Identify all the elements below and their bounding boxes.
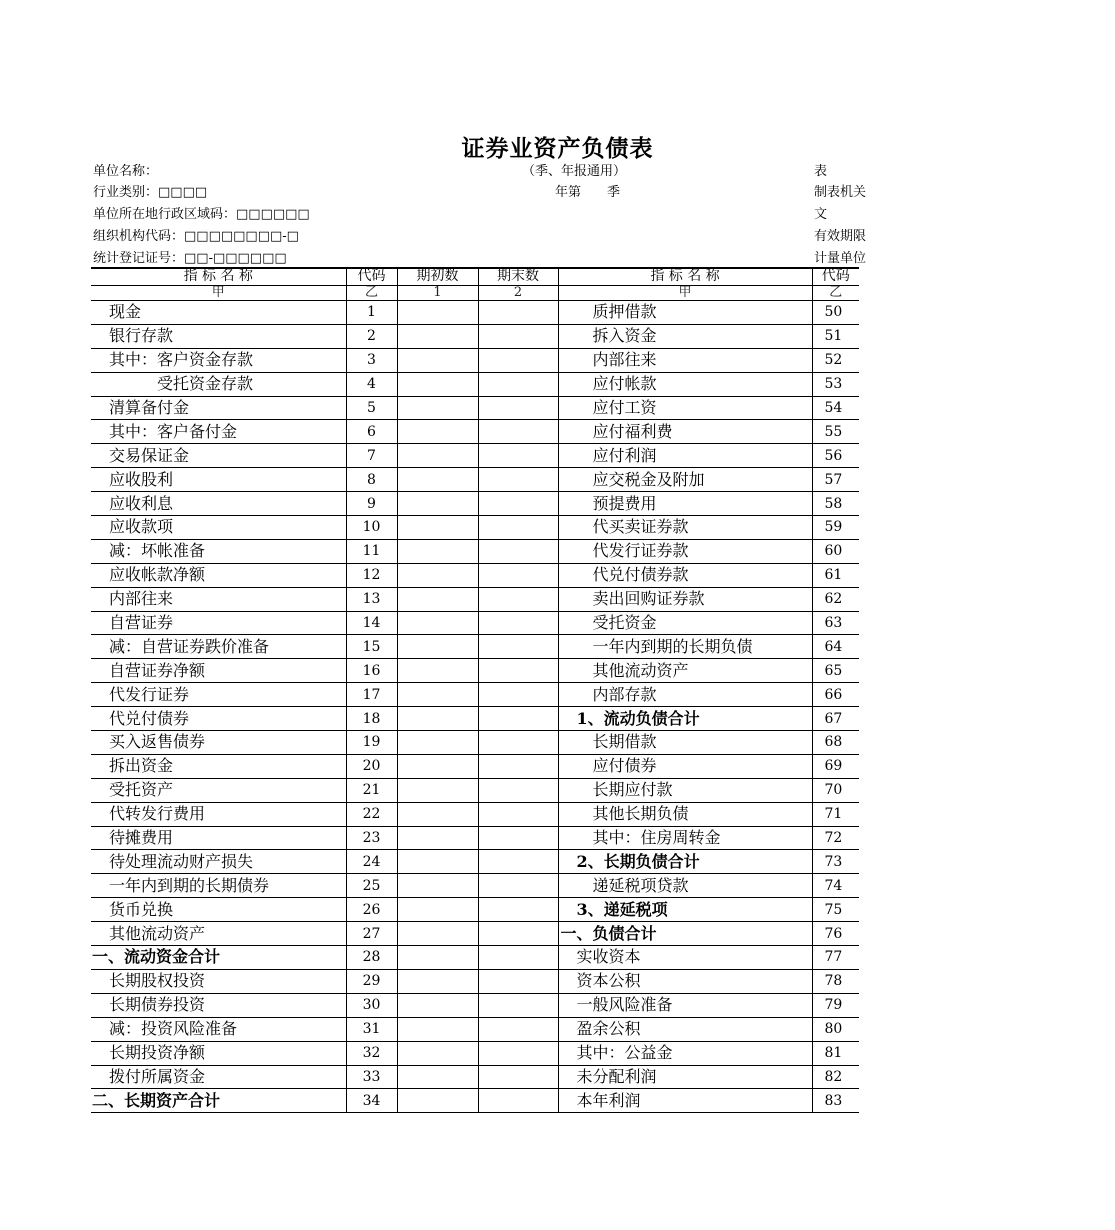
right-item-code: 82 bbox=[812, 1065, 859, 1089]
right-item-name: 预提费用 bbox=[558, 492, 812, 516]
opening-value[interactable] bbox=[397, 444, 478, 468]
opening-value[interactable] bbox=[397, 492, 478, 516]
table-row bbox=[91, 874, 859, 898]
left-item-code: 9 bbox=[346, 492, 397, 516]
left-item-name: 自营证券净额 bbox=[91, 659, 346, 683]
left-item-name: 拆出资金 bbox=[91, 754, 346, 778]
opening-value[interactable] bbox=[397, 587, 478, 611]
left-item-name: 减：自营证券跌价准备 bbox=[91, 635, 346, 659]
right-label-form: 表 bbox=[814, 164, 854, 179]
table-row bbox=[91, 1089, 859, 1113]
table-row bbox=[91, 731, 859, 755]
closing-value[interactable] bbox=[478, 1065, 558, 1089]
left-item-code: 32 bbox=[346, 1041, 397, 1065]
left-item-code: 33 bbox=[346, 1065, 397, 1089]
opening-value[interactable] bbox=[397, 659, 478, 683]
opening-value[interactable] bbox=[397, 754, 478, 778]
right-item-name: 其他长期负债 bbox=[558, 802, 812, 826]
closing-value[interactable] bbox=[478, 1041, 558, 1065]
left-item-name: 内部往来 bbox=[91, 587, 346, 611]
left-item-name: 长期股权投资 bbox=[91, 969, 346, 993]
right-item-name: 其中：住房周转金 bbox=[558, 826, 812, 850]
opening-value[interactable] bbox=[397, 301, 478, 325]
subheader-2: 2 bbox=[478, 286, 558, 301]
opening-value[interactable] bbox=[397, 778, 478, 802]
right-item-name: 应交税金及附加 bbox=[558, 468, 812, 492]
left-item-name: 买入返售债券 bbox=[91, 731, 346, 755]
left-item-name: 代发行证券 bbox=[91, 683, 346, 707]
opening-value[interactable] bbox=[397, 1089, 478, 1113]
right-item-name: 代买卖证券款 bbox=[558, 516, 812, 540]
unit-name-label: 单位名称： bbox=[93, 164, 159, 179]
left-item-code: 18 bbox=[346, 707, 397, 731]
closing-value[interactable] bbox=[478, 635, 558, 659]
right-item-name: 应付利润 bbox=[558, 444, 812, 468]
left-item-code: 26 bbox=[346, 898, 397, 922]
opening-value[interactable] bbox=[397, 348, 478, 372]
opening-value[interactable] bbox=[397, 611, 478, 635]
left-item-code: 34 bbox=[346, 1089, 397, 1113]
table-row bbox=[91, 1017, 859, 1041]
left-item-name: 受托资金存款 bbox=[91, 372, 346, 396]
right-item-name: 内部往来 bbox=[558, 348, 812, 372]
org-code-label: 组织机构代码：□□□□□□□□-□ bbox=[93, 229, 299, 244]
right-item-code: 54 bbox=[812, 396, 859, 420]
left-item-name: 代转发行费用 bbox=[91, 802, 346, 826]
period-label: 年第 季 bbox=[555, 185, 621, 200]
left-item-name: 货币兑换 bbox=[91, 898, 346, 922]
table-body bbox=[91, 301, 859, 1113]
left-item-name: 应收帐款净额 bbox=[91, 563, 346, 587]
table-row bbox=[91, 516, 859, 540]
closing-value[interactable] bbox=[478, 922, 558, 946]
right-item-code: 66 bbox=[812, 683, 859, 707]
page-title: 证券业资产负债表 bbox=[461, 135, 654, 162]
left-item-code: 28 bbox=[346, 946, 397, 970]
opening-value[interactable] bbox=[397, 707, 478, 731]
left-item-code: 15 bbox=[346, 635, 397, 659]
table-row bbox=[91, 922, 859, 946]
table-row bbox=[91, 898, 859, 922]
left-item-name: 代兑付债券 bbox=[91, 707, 346, 731]
right-item-code: 51 bbox=[812, 324, 859, 348]
right-item-code: 70 bbox=[812, 778, 859, 802]
right-item-name: 代发行证券款 bbox=[558, 539, 812, 563]
right-item-name: 代兑付债券款 bbox=[558, 563, 812, 587]
subheader-1: 1 bbox=[397, 286, 478, 301]
table-row bbox=[91, 301, 859, 325]
table-row bbox=[91, 778, 859, 802]
right-label-validity: 有效期限 bbox=[814, 229, 867, 244]
right-item-name: 3、递延税项 bbox=[558, 898, 812, 922]
left-item-name: 交易保证金 bbox=[91, 444, 346, 468]
left-item-name: 二、长期资产合计 bbox=[91, 1089, 346, 1113]
left-item-code: 19 bbox=[346, 731, 397, 755]
col-header-code-right: 代码 bbox=[812, 268, 859, 286]
right-item-code: 76 bbox=[812, 922, 859, 946]
right-item-name: 受托资金 bbox=[558, 611, 812, 635]
left-item-name: 一年内到期的长期债券 bbox=[91, 874, 346, 898]
closing-value[interactable] bbox=[478, 898, 558, 922]
right-item-name: 其中：公益金 bbox=[558, 1041, 812, 1065]
opening-value[interactable] bbox=[397, 898, 478, 922]
table-row bbox=[91, 563, 859, 587]
opening-value[interactable] bbox=[397, 874, 478, 898]
closing-value[interactable] bbox=[478, 754, 558, 778]
right-item-code: 77 bbox=[812, 946, 859, 970]
right-item-name: 一、负债合计 bbox=[558, 922, 812, 946]
closing-value[interactable] bbox=[478, 850, 558, 874]
left-item-name: 其中：客户资金存款 bbox=[91, 348, 346, 372]
closing-value[interactable] bbox=[478, 659, 558, 683]
closing-value[interactable] bbox=[478, 1017, 558, 1041]
opening-value[interactable] bbox=[397, 1041, 478, 1065]
closing-value[interactable] bbox=[478, 420, 558, 444]
right-item-name: 一年内到期的长期负债 bbox=[558, 635, 812, 659]
right-label-unit: 计量单位 bbox=[814, 251, 867, 266]
closing-value[interactable] bbox=[478, 826, 558, 850]
col-header-closing: 期末数 bbox=[478, 268, 558, 286]
right-item-name: 内部存款 bbox=[558, 683, 812, 707]
table-row bbox=[91, 659, 859, 683]
right-item-code: 68 bbox=[812, 731, 859, 755]
right-item-code: 57 bbox=[812, 468, 859, 492]
opening-value[interactable] bbox=[397, 420, 478, 444]
right-item-code: 62 bbox=[812, 587, 859, 611]
right-item-name: 长期借款 bbox=[558, 731, 812, 755]
left-item-code: 31 bbox=[346, 1017, 397, 1041]
table-row bbox=[91, 468, 859, 492]
opening-value[interactable] bbox=[397, 324, 478, 348]
right-item-name: 实收资本 bbox=[558, 946, 812, 970]
right-label-doc: 文 bbox=[814, 207, 854, 222]
table-row bbox=[91, 635, 859, 659]
table-row bbox=[91, 802, 859, 826]
closing-value[interactable] bbox=[478, 683, 558, 707]
left-item-name: 拨付所属资金 bbox=[91, 1065, 346, 1089]
left-item-code: 13 bbox=[346, 587, 397, 611]
opening-value[interactable] bbox=[397, 396, 478, 420]
right-item-name: 本年利润 bbox=[558, 1089, 812, 1113]
right-item-code: 60 bbox=[812, 539, 859, 563]
left-item-code: 1 bbox=[346, 301, 397, 325]
opening-value[interactable] bbox=[397, 372, 478, 396]
right-item-name: 应付福利费 bbox=[558, 420, 812, 444]
closing-value[interactable] bbox=[478, 802, 558, 826]
right-item-name: 卖出回购证券款 bbox=[558, 587, 812, 611]
closing-value[interactable] bbox=[478, 778, 558, 802]
left-item-name: 应收利息 bbox=[91, 492, 346, 516]
opening-value[interactable] bbox=[397, 539, 478, 563]
left-item-code: 21 bbox=[346, 778, 397, 802]
right-item-name: 长期应付款 bbox=[558, 778, 812, 802]
table-row bbox=[91, 492, 859, 516]
left-item-name: 长期债券投资 bbox=[91, 993, 346, 1017]
right-item-code: 67 bbox=[812, 707, 859, 731]
table-row bbox=[91, 946, 859, 970]
left-item-name: 减：投资风险准备 bbox=[91, 1017, 346, 1041]
closing-value[interactable] bbox=[478, 372, 558, 396]
right-item-name: 其他流动资产 bbox=[558, 659, 812, 683]
table-row bbox=[91, 993, 859, 1017]
right-item-code: 59 bbox=[812, 516, 859, 540]
left-item-name: 应收款项 bbox=[91, 516, 346, 540]
left-item-code: 23 bbox=[346, 826, 397, 850]
col-header-code-left: 代码 bbox=[346, 268, 397, 286]
closing-value[interactable] bbox=[478, 324, 558, 348]
opening-value[interactable] bbox=[397, 468, 478, 492]
right-item-code: 58 bbox=[812, 492, 859, 516]
left-item-name: 银行存款 bbox=[91, 324, 346, 348]
left-item-name: 其中：客户备付金 bbox=[91, 420, 346, 444]
right-item-name: 2、长期负债合计 bbox=[558, 850, 812, 874]
right-item-name: 拆入资金 bbox=[558, 324, 812, 348]
left-item-code: 6 bbox=[346, 420, 397, 444]
left-item-code: 8 bbox=[346, 468, 397, 492]
table-row bbox=[91, 372, 859, 396]
right-item-code: 55 bbox=[812, 420, 859, 444]
table-row bbox=[91, 683, 859, 707]
opening-value[interactable] bbox=[397, 922, 478, 946]
column-header-row bbox=[91, 268, 859, 286]
right-item-code: 65 bbox=[812, 659, 859, 683]
right-label-authority: 制表机关 bbox=[814, 185, 867, 200]
table-row bbox=[91, 348, 859, 372]
right-item-code: 56 bbox=[812, 444, 859, 468]
balance-sheet-table bbox=[91, 267, 859, 1113]
table-row bbox=[91, 969, 859, 993]
left-item-name: 一、流动资金合计 bbox=[91, 946, 346, 970]
left-item-name: 现金 bbox=[91, 301, 346, 325]
table-row bbox=[91, 444, 859, 468]
right-item-name: 盈余公积 bbox=[558, 1017, 812, 1041]
right-item-name: 应付工资 bbox=[558, 396, 812, 420]
closing-value[interactable] bbox=[478, 563, 558, 587]
left-item-code: 29 bbox=[346, 969, 397, 993]
left-item-code: 30 bbox=[346, 993, 397, 1017]
table-row bbox=[91, 1041, 859, 1065]
subheader-yi-right: 乙 bbox=[812, 286, 859, 301]
closing-value[interactable] bbox=[478, 1089, 558, 1113]
right-item-name: 应付帐款 bbox=[558, 372, 812, 396]
left-item-code: 7 bbox=[346, 444, 397, 468]
right-item-code: 83 bbox=[812, 1089, 859, 1113]
left-item-code: 24 bbox=[346, 850, 397, 874]
left-item-name: 其他流动资产 bbox=[91, 922, 346, 946]
right-item-name: 未分配利润 bbox=[558, 1065, 812, 1089]
table-row bbox=[91, 396, 859, 420]
closing-value[interactable] bbox=[478, 348, 558, 372]
right-item-code: 80 bbox=[812, 1017, 859, 1041]
closing-value[interactable] bbox=[478, 468, 558, 492]
opening-value[interactable] bbox=[397, 635, 478, 659]
left-item-code: 3 bbox=[346, 348, 397, 372]
closing-value[interactable] bbox=[478, 587, 558, 611]
right-item-code: 63 bbox=[812, 611, 859, 635]
report-subtitle: （季、年报通用） bbox=[522, 164, 627, 179]
opening-value[interactable] bbox=[397, 946, 478, 970]
subheader-yi-left: 乙 bbox=[346, 286, 397, 301]
left-item-code: 22 bbox=[346, 802, 397, 826]
table-row bbox=[91, 850, 859, 874]
closing-value[interactable] bbox=[478, 707, 558, 731]
left-item-code: 25 bbox=[346, 874, 397, 898]
left-item-name: 受托资产 bbox=[91, 778, 346, 802]
table-row bbox=[91, 707, 859, 731]
closing-value[interactable] bbox=[478, 396, 558, 420]
closing-value[interactable] bbox=[478, 874, 558, 898]
left-item-code: 5 bbox=[346, 396, 397, 420]
stat-reg-label: 统计登记证号：□□-□□□□□□ bbox=[93, 251, 287, 266]
closing-value[interactable] bbox=[478, 492, 558, 516]
left-item-name: 减：坏帐准备 bbox=[91, 539, 346, 563]
subheader-jia-left: 甲 bbox=[91, 286, 346, 301]
table-row bbox=[91, 539, 859, 563]
right-item-code: 52 bbox=[812, 348, 859, 372]
right-item-name: 应付债券 bbox=[558, 754, 812, 778]
right-item-code: 81 bbox=[812, 1041, 859, 1065]
left-item-code: 10 bbox=[346, 516, 397, 540]
opening-value[interactable] bbox=[397, 969, 478, 993]
right-item-name: 递延税项贷款 bbox=[558, 874, 812, 898]
right-item-name: 1、流动负债合计 bbox=[558, 707, 812, 731]
subheader-jia-right: 甲 bbox=[558, 286, 812, 301]
right-item-code: 69 bbox=[812, 754, 859, 778]
opening-value[interactable] bbox=[397, 802, 478, 826]
right-item-name: 资本公积 bbox=[558, 969, 812, 993]
right-item-name: 一般风险准备 bbox=[558, 993, 812, 1017]
left-item-name: 长期投资净额 bbox=[91, 1041, 346, 1065]
left-item-code: 27 bbox=[346, 922, 397, 946]
opening-value[interactable] bbox=[397, 563, 478, 587]
left-item-code: 17 bbox=[346, 683, 397, 707]
left-item-name: 自营证券 bbox=[91, 611, 346, 635]
right-item-code: 53 bbox=[812, 372, 859, 396]
opening-value[interactable] bbox=[397, 826, 478, 850]
closing-value[interactable] bbox=[478, 969, 558, 993]
opening-value[interactable] bbox=[397, 683, 478, 707]
left-item-name: 待处理流动财产损失 bbox=[91, 850, 346, 874]
opening-value[interactable] bbox=[397, 516, 478, 540]
right-item-code: 64 bbox=[812, 635, 859, 659]
left-item-name: 清算备付金 bbox=[91, 396, 346, 420]
table-row bbox=[91, 324, 859, 348]
opening-value[interactable] bbox=[397, 1065, 478, 1089]
closing-value[interactable] bbox=[478, 516, 558, 540]
right-item-code: 72 bbox=[812, 826, 859, 850]
right-item-code: 73 bbox=[812, 850, 859, 874]
right-item-code: 79 bbox=[812, 993, 859, 1017]
closing-value[interactable] bbox=[478, 539, 558, 563]
right-item-code: 71 bbox=[812, 802, 859, 826]
left-item-code: 16 bbox=[346, 659, 397, 683]
table-row bbox=[91, 826, 859, 850]
left-item-code: 20 bbox=[346, 754, 397, 778]
opening-value[interactable] bbox=[397, 1017, 478, 1041]
closing-value[interactable] bbox=[478, 611, 558, 635]
closing-value[interactable] bbox=[478, 731, 558, 755]
opening-value[interactable] bbox=[397, 993, 478, 1017]
opening-value[interactable] bbox=[397, 850, 478, 874]
table-row bbox=[91, 420, 859, 444]
closing-value[interactable] bbox=[478, 993, 558, 1017]
closing-value[interactable] bbox=[478, 444, 558, 468]
right-item-code: 50 bbox=[812, 301, 859, 325]
col-header-name-left: 指 标 名 称 bbox=[91, 268, 346, 286]
right-item-code: 75 bbox=[812, 898, 859, 922]
left-item-code: 11 bbox=[346, 539, 397, 563]
left-item-code: 12 bbox=[346, 563, 397, 587]
table-row bbox=[91, 611, 859, 635]
left-item-code: 14 bbox=[346, 611, 397, 635]
region-code-label: 单位所在地行政区域码：□□□□□□ bbox=[93, 207, 310, 222]
table-row bbox=[91, 1065, 859, 1089]
right-item-code: 61 bbox=[812, 563, 859, 587]
left-item-code: 4 bbox=[346, 372, 397, 396]
left-item-code: 2 bbox=[346, 324, 397, 348]
right-item-code: 78 bbox=[812, 969, 859, 993]
column-subheader-row bbox=[91, 286, 859, 301]
opening-value[interactable] bbox=[397, 731, 478, 755]
industry-label: 行业类别：□□□□ bbox=[93, 185, 208, 200]
closing-value[interactable] bbox=[478, 946, 558, 970]
right-item-code: 74 bbox=[812, 874, 859, 898]
table-row bbox=[91, 754, 859, 778]
table-row bbox=[91, 587, 859, 611]
left-item-name: 待摊费用 bbox=[91, 826, 346, 850]
col-header-name-right: 指 标 名 称 bbox=[558, 268, 812, 286]
right-item-name: 质押借款 bbox=[558, 301, 812, 325]
col-header-opening: 期初数 bbox=[397, 268, 478, 286]
left-item-name: 应收股利 bbox=[91, 468, 346, 492]
closing-value[interactable] bbox=[478, 301, 558, 325]
